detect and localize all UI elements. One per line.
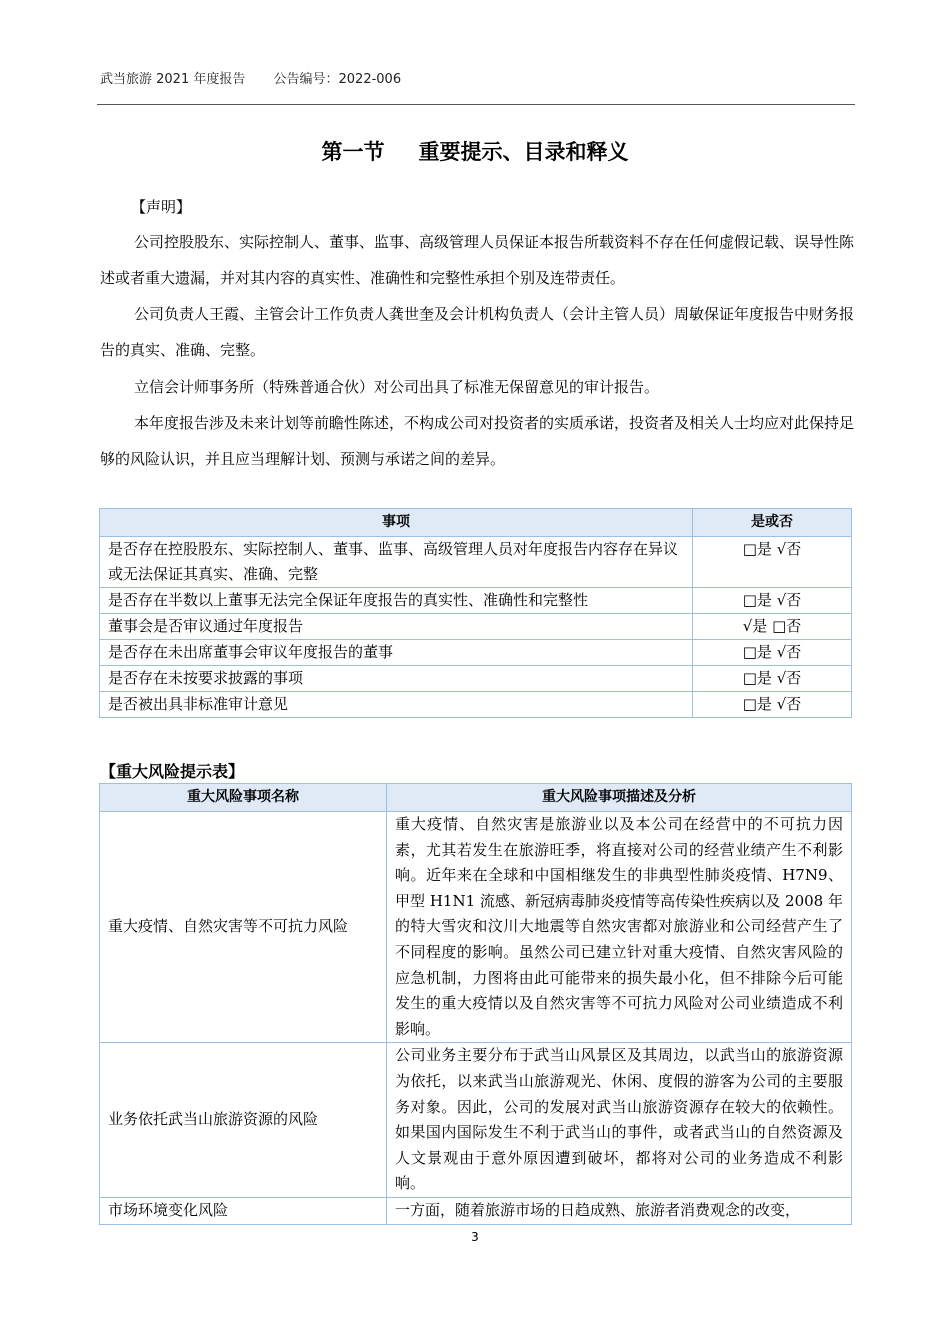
risk-name-cell: 重大疫情、自然灾害等不可抗力风险 — [100, 812, 387, 1043]
column-header: 事项 — [100, 509, 693, 537]
table-row — [100, 1043, 852, 1198]
report-title: 武当旅游 2021 年度报告 — [100, 72, 246, 87]
table-row — [100, 692, 852, 718]
table-row — [100, 640, 852, 666]
answer-cell: □是 √否 — [693, 537, 852, 588]
table-header-row — [100, 784, 852, 812]
table-row — [100, 666, 852, 692]
announcement-number: 公告编号：2022-006 — [273, 72, 402, 87]
risk-table — [99, 783, 852, 1225]
table-row — [100, 588, 852, 614]
section-title — [0, 136, 950, 166]
risk-desc-cell: 一方面，随着旅游市场的日趋成熟、旅游者消费观念的改变， — [387, 1197, 852, 1224]
column-header: 重大风险事项名称 — [100, 784, 387, 812]
declaration-paragraph: 公司控股股东、实际控制人、董事、监事、高级管理人员保证本报告所载资料不存在任何虚假记载、误导性陈述或者重大遗漏，并对其内容的真实性、准确性和完整性承担个别及连带责任。 — [100, 233, 855, 287]
table-row — [100, 812, 852, 1043]
item-cell: 是否存在未按要求披露的事项 — [100, 666, 693, 692]
risk-name-cell: 业务依托武当山旅游资源的风险 — [100, 1043, 387, 1198]
risk-desc-cell: 公司业务主要分布于武当山风景区及其周边，以武当山的旅游资源为依托，以来武当山旅游观光、休闲、度假的游客为公司的主要服务对象。因此，公司的发展对武当山旅游资源存在较大的依赖性。如果国内国际发生不利于武当山的事件，或者武当山的自然资源及人文景观由于意外原因遭到破坏，都将对公司的业务造成不利影响。 — [387, 1043, 852, 1198]
confirmation-table — [99, 508, 852, 718]
item-cell: 是否存在未出席董事会审议年度报告的董事 — [100, 640, 693, 666]
declaration-paragraph: 本年度报告涉及未来计划等前瞻性陈述，不构成公司对投资者的实质承诺，投资者及相关人士均应对此保持足够的风险认识，并且应当理解计划、预测与承诺之间的差异。 — [100, 414, 855, 468]
answer-cell: □是 √否 — [693, 666, 852, 692]
risk-desc-cell: 重大疫情、自然灾害是旅游业以及本公司在经营中的不可抗力因素，尤其若发生在旅游旺季，将直接对公司的经营业绩产生不利影响。近年来在全球和中国相继发生的非典型性肺炎疫情、H7N9、甲型 H1N1 流感、新冠病毒肺炎疫情等高传染性疾病以及 2008 年的特大雪灾和汶川大地震等自然灾害都对旅游业和公司经营产生了不同程度的影响。虽然公司已建立针对重大疫情、自然灾害风险的应急机制，力图将由此可能带来的损失最小化，但不排除今后可能发生的重大疫情以及自然灾害等不可抗力风险对公司业绩造成不利影响。 — [387, 812, 852, 1043]
answer-cell: □是 √否 — [693, 640, 852, 666]
table-row — [100, 614, 852, 640]
table-row — [100, 1197, 852, 1224]
declaration-heading: 【声明】 — [131, 198, 192, 216]
column-header: 重大风险事项描述及分析 — [387, 784, 852, 812]
item-cell: 是否存在控股股东、实际控制人、董事、监事、高级管理人员对年度报告内容存在异议或无法保证其真实、准确、完整 — [100, 537, 693, 588]
risk-table-title: 【重大风险提示表】 — [100, 762, 245, 781]
item-cell: 是否被出具非标准审计意见 — [100, 692, 693, 718]
answer-cell: √是 □否 — [693, 614, 852, 640]
header-divider — [97, 104, 855, 105]
answer-cell: □是 √否 — [693, 692, 852, 718]
table-header-row — [100, 509, 852, 537]
declaration-paragraph: 立信会计师事务所（特殊普通合伙）对公司出具了标准无保留意见的审计报告。 — [134, 378, 660, 396]
page-header — [100, 68, 425, 87]
section-name: 重要提示、目录和释义 — [418, 140, 629, 164]
risk-name-cell: 市场环境变化风险 — [100, 1197, 387, 1224]
table-row — [100, 537, 852, 588]
column-header: 是或否 — [693, 509, 852, 537]
answer-cell: □是 √否 — [693, 588, 852, 614]
section-number: 第一节 — [321, 140, 385, 164]
page-number: 3 — [471, 1230, 479, 1244]
declaration-paragraph: 公司负责人王霞、主管会计工作负责人龚世奎及会计机构负责人（会计主管人员）周敏保证年度报告中财务报告的真实、准确、完整。 — [100, 305, 855, 359]
item-cell: 是否存在半数以上董事无法完全保证年度报告的真实性、准确性和完整性 — [100, 588, 693, 614]
item-cell: 董事会是否审议通过年度报告 — [100, 614, 693, 640]
